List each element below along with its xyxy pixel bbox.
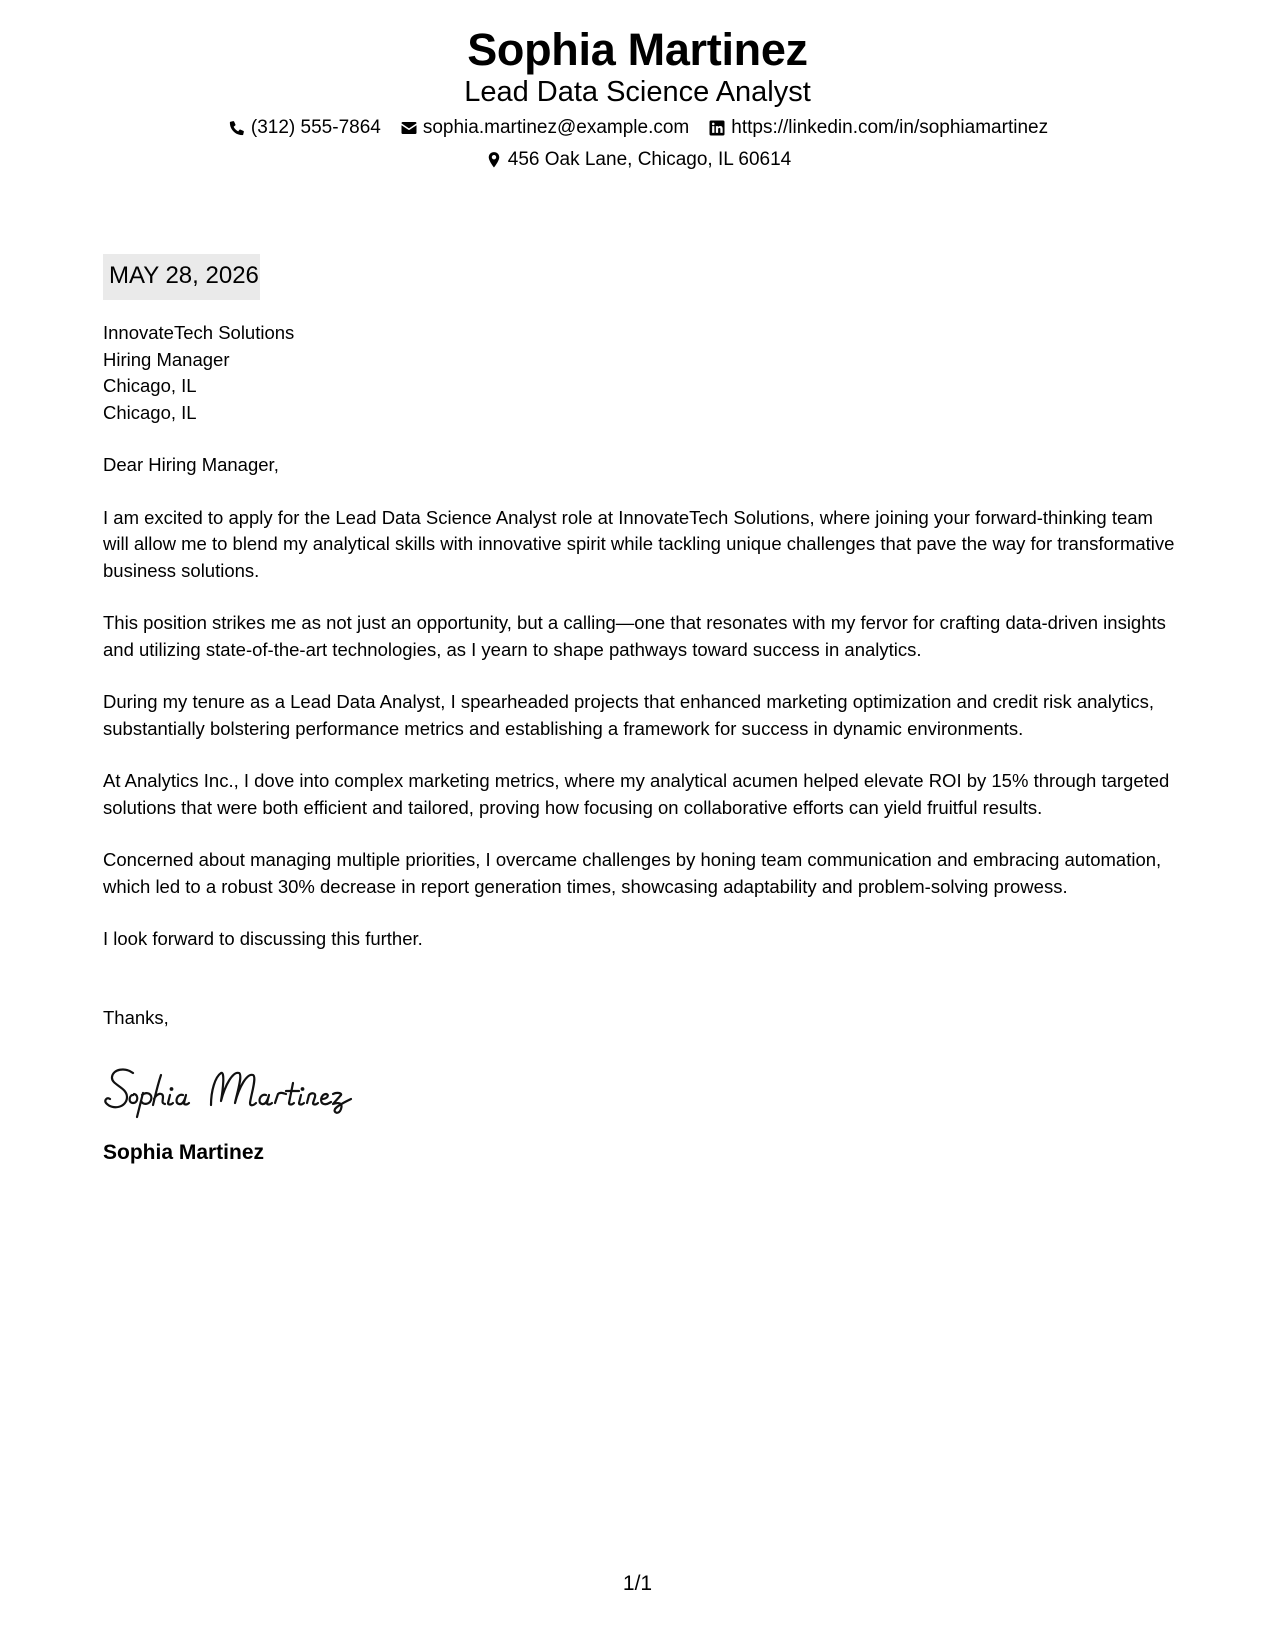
contact-linkedin[interactable] [707, 116, 1048, 140]
body-paragraph: At Analytics Inc., I dove into complex marketing metrics, where my analytical acumen helped elevate ROI by 15% through targeted solutions that were both efficient and tailored, proving how focusing on collaborative efforts can yield fruitful results. [103, 770, 1170, 818]
contact-email[interactable] [399, 116, 689, 140]
recipient-company: InnovateTech Solutions [103, 322, 295, 343]
signer-name: Sophia Martinez [103, 1141, 265, 1164]
handwritten-signature [103, 1059, 403, 1121]
recipient-title: Hiring Manager [103, 348, 230, 370]
linkedin-icon [707, 118, 727, 138]
linkedin-link[interactable]: https://linkedin.com/in/sophiamartinez [731, 117, 1049, 138]
body-paragraph: I am excited to apply for the Lead Data Science Analyst role at InnovateTech Solutions, where joining your forward-thinking team will allow me to blend my analytical skills with innovative spirit while tackling unique challenges that pave the way for transformative business solutions. [103, 506, 1175, 581]
contact-phone [227, 116, 381, 140]
contact-row [0, 116, 1275, 140]
recipient-city: Chicago, IL [103, 375, 197, 396]
body-paragraph: Concerned about managing multiple priorities, I overcame challenges by honing team communication and embracing automation, which led to a robust 30% decrease in report generation times, showcasing adaptability and problem-solving prowess. [103, 849, 1162, 897]
phone-text: (312) 555-7864 [250, 117, 381, 138]
applicant-name: Sophia Martinez [467, 24, 808, 75]
body-paragraph: During my tenure as a Lead Data Analyst, I spearheaded projects that enhanced marketing optimization and credit risk analytics, substantially bolstering performance metrics and establishing a framework for success in dynamic environments. [103, 691, 1154, 739]
envelope-icon [399, 118, 419, 138]
body-paragraph: I look forward to discussing this further. [103, 928, 423, 949]
recipient-block [103, 320, 1178, 426]
closing: Thanks, [103, 1006, 169, 1028]
salutation: Dear Hiring Manager, [103, 454, 279, 475]
email-link[interactable]: sophia.martinez@example.com [422, 117, 690, 138]
letter-date: MAY 28, 2026 [103, 254, 260, 300]
map-pin-icon [484, 150, 504, 170]
letter-body [103, 254, 1178, 1167]
contact-address [484, 148, 791, 172]
letter-header [0, 22, 1275, 172]
applicant-title: Lead Data Science Analyst [464, 76, 811, 108]
address-row [0, 148, 1275, 172]
page-number: 1/1 [622, 1572, 653, 1595]
recipient-location: Chicago, IL [103, 401, 197, 423]
body-paragraph: This position strikes me as not just an opportunity, but a calling—one that resonates with my fervor for crafting data-driven insights and utilizing state-of-the-art technologies, as I yearn to shape pathways toward success in analytics. [103, 612, 1166, 660]
phone-icon [227, 118, 247, 138]
address-text: 456 Oak Lane, Chicago, IL 60614 [507, 149, 792, 170]
